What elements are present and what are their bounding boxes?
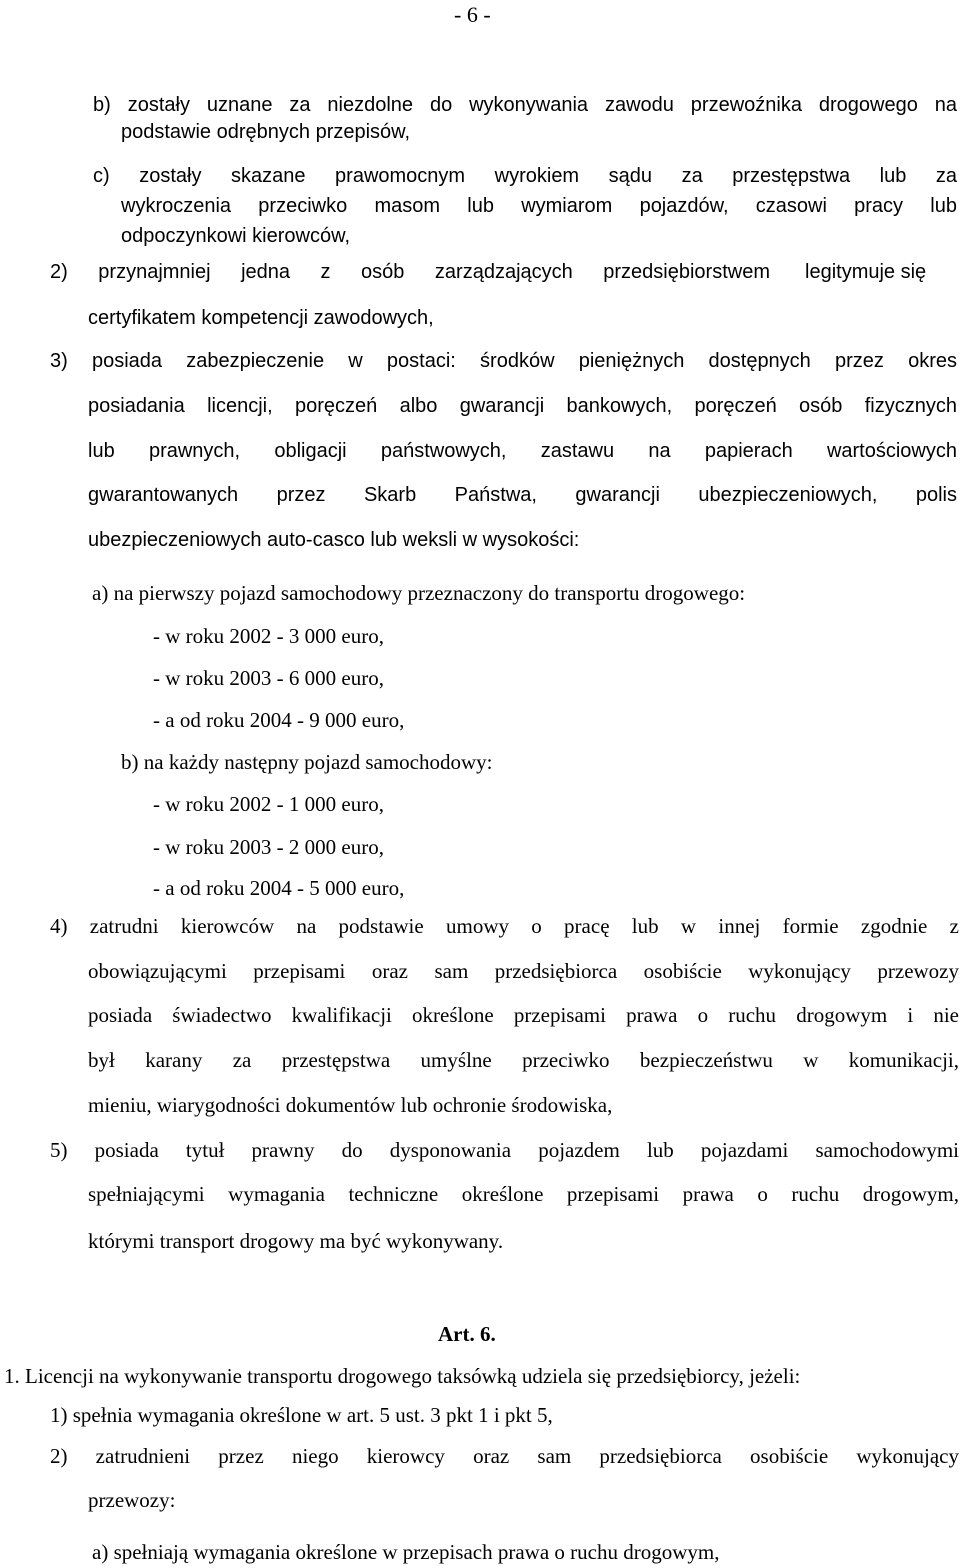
text-line: odpoczynkowi kierowców,	[121, 225, 350, 247]
text-line: 1) spełnia wymagania określone w art. 5 ust. 3 pkt 1 i pkt 5,	[50, 1403, 553, 1427]
text-line: był karany za przestępstwa umyślne przeciwko bezpieczeństwu w komunikacji,	[88, 1048, 959, 1072]
text-line: - w roku 2003 - 2 000 euro,	[153, 835, 384, 859]
text-line: mieniu, wiarygodności dokumentów lub ochronie środowiska,	[88, 1093, 613, 1117]
text-line: 2) zatrudnieni przez niego kierowcy oraz sam przedsiębiorca osobiście wykonujący	[50, 1444, 959, 1468]
text-line: - w roku 2003 - 6 000 euro,	[153, 666, 384, 690]
text-line: legitymuje się	[805, 261, 927, 283]
text-line: a) na pierwszy pojazd samochodowy przeznaczony do transportu drogowego:	[92, 581, 746, 605]
text-line: - a od roku 2004 - 9 000 euro,	[153, 708, 405, 732]
text-line: a) spełniają wymagania określone w przepisach prawa o ruchu drogowym,	[92, 1540, 720, 1564]
text-line: c) zostały skazane prawomocnym wyrokiem sądu za przestępstwa lub za	[93, 165, 957, 187]
text-line: - w roku 2002 - 3 000 euro,	[153, 624, 384, 648]
article-heading: Art. 6.	[438, 1322, 496, 1346]
text-line: spełniającymi wymagania techniczne określone przepisami prawa o ruchu drogowym,	[88, 1182, 959, 1206]
text-line: przewozy:	[88, 1488, 176, 1512]
text-line: - a od roku 2004 - 5 000 euro,	[153, 876, 405, 900]
text-line: obowiązującymi przepisami oraz sam przedsiębiorca osobiście wykonujący przewozy	[88, 959, 959, 983]
text-line: posiada świadectwo kwalifikacji określone przepisami prawa o ruchu drogowym i nie	[88, 1003, 959, 1027]
text-line: gwarantowanych przez Skarb Państwa, gwarancji ubezpieczeniowych, polis	[88, 484, 957, 506]
text-line: ubezpieczeniowych auto-casco lub weksli w wysokości:	[88, 529, 580, 551]
text-line: - w roku 2002 - 1 000 euro,	[153, 792, 384, 816]
text-line: b) zostały uznane za niezdolne do wykonywania zawodu przewoźnika drogowego na	[93, 94, 957, 116]
text-line: podstawie odrębnych przepisów,	[121, 121, 411, 143]
text-line: 1. Licencji na wykonywanie transportu drogowego taksówką udziela się przedsiębiorcy, jeżeli:	[4, 1364, 801, 1388]
text-line: 4) zatrudni kierowców na podstawie umowy o pracę lub w innej formie zgodnie z	[50, 914, 959, 938]
text-line: 2) przynajmniej jedna z osób zarządzających przedsiębiorstwem	[50, 261, 770, 283]
text-line: 5) posiada tytuł prawny do dysponowania pojazdem lub pojazdami samochodowymi	[50, 1138, 959, 1162]
text-line: b) na każdy następny pojazd samochodowy:	[121, 750, 493, 774]
text-line: wykroczenia przeciwko masom lub wymiarom pojazdów, czasowi pracy lub	[121, 195, 957, 217]
page-number: - 6 -	[454, 2, 491, 27]
text-line: 3) posiada zabezpieczenie w postaci: środków pieniężnych dostępnych przez okres	[50, 350, 957, 372]
text-line: lub prawnych, obligacji państwowych, zastawu na papierach wartościowych	[88, 440, 957, 462]
text-line: którymi transport drogowy ma być wykonywany.	[88, 1229, 504, 1253]
text-line: certyfikatem kompetencji zawodowych,	[88, 307, 434, 329]
text-line: posiadania licencji, poręczeń albo gwarancji bankowych, poręczeń osób fizycznych	[88, 395, 957, 417]
